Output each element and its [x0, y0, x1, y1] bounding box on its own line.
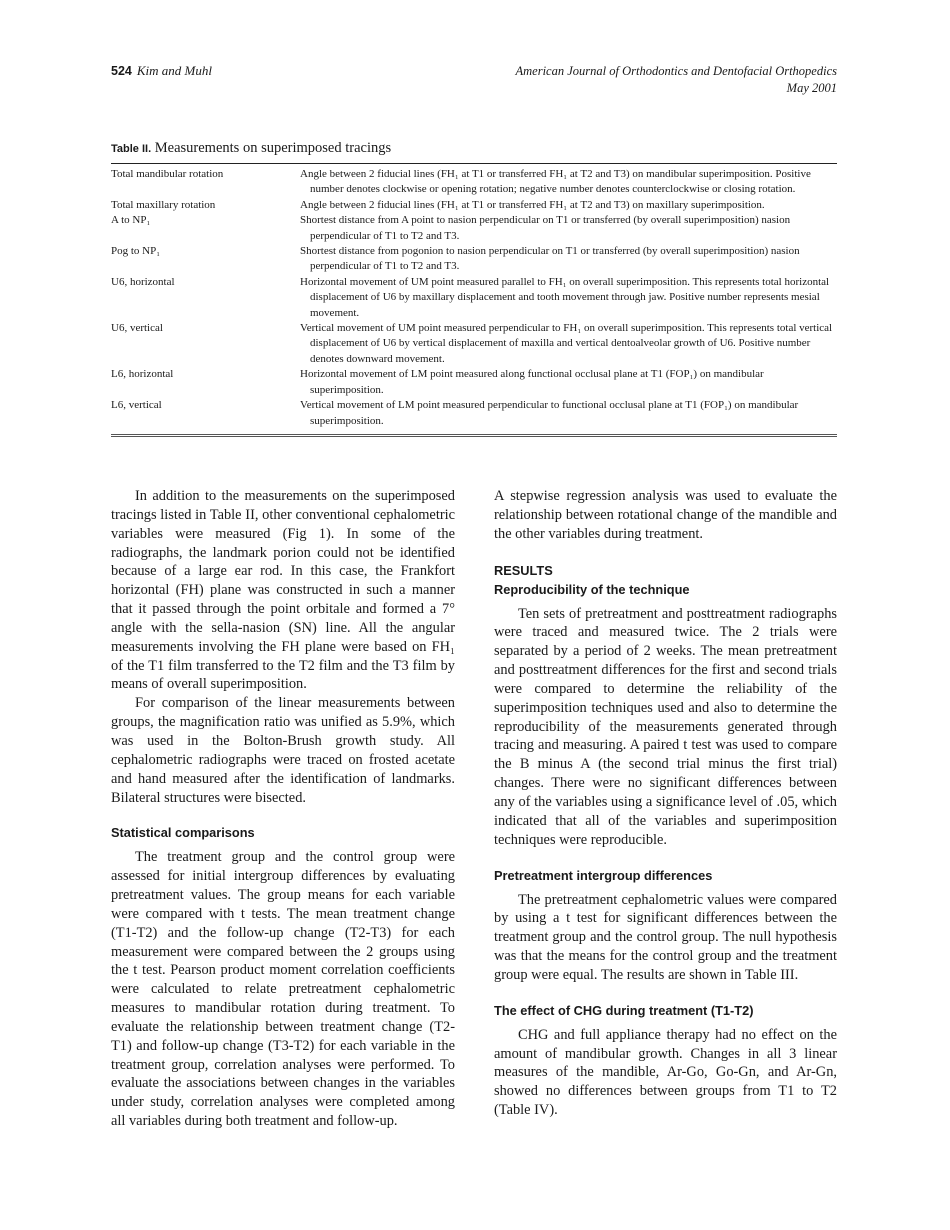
table-row — [111, 213, 837, 244]
table-row — [111, 275, 837, 321]
running-header-right — [516, 63, 838, 97]
table-row — [111, 244, 837, 275]
measurement-name: L6, horizontal — [111, 368, 174, 381]
measurement-description: Vertical movement of LM point measured perpendicular to functional occlusal plane at T1 (FOP₁) on mandibular superimposition. — [300, 399, 799, 427]
measurement-name: U6, horizontal — [111, 275, 175, 288]
page-number: 524 — [111, 64, 132, 78]
section-heading-statistical: Statistical comparisons — [111, 825, 255, 841]
right-column — [494, 487, 837, 1120]
measurement-name: Total maxillary rotation — [111, 198, 216, 211]
measurement-description: Horizontal movement of UM point measured parallel to FH₁ on overall superimposition. This represents total horizontal displacement of U6 by maxillary displacement and tooth movement through jaw. Positive number represents mesial movement. — [300, 275, 830, 319]
subheading-chg-effect: The effect of CHG during treatment (T1-T2) — [494, 1002, 754, 1018]
paragraph: CHG and full appliance therapy had no effect on the amount of mandibular growth. Changes in all 3 linear measures of the mandible, Ar-Go, Go-Gn, and Ar-Gn, showed no differences between groups from T1 to T2 (Table IV). — [494, 1026, 837, 1119]
table-row — [111, 398, 837, 429]
running-header-left — [111, 63, 212, 79]
measurement-name: U6, vertical — [111, 322, 163, 335]
table-title: Measurements on superimposed tracings — [154, 140, 392, 156]
measurement-name: A to NP₁ — [111, 214, 151, 227]
paragraph: For comparison of the linear measurements between groups, the magnification ratio was unified as 5.9%, which was used in the Bolton-Brush growth study. All cephalometric radiographs were traced on frosted acetate and hand measured after the identification of landmarks. Bilateral structures were bisected. — [111, 695, 455, 806]
paragraph: The treatment group and the control group were assessed for initial intergroup differences by evaluating pretreatment values. The group means for each variable were compared with t tests. The mean treatment change (T1-T2) and the follow-up change (T2-T3) for each measurement were compared between the 2 groups using the t test. Pearson product moment correlation coefficients were calculated to relate pretreatment cephalometric measures to mandibular rotation during treatment. To evaluate the relationship between treatment change (T2-T1) and follow-up change (T3-T2) for each variable in the treatment group, correlation analyses were performed. To evaluate the associations between changes in the variables under study, correlation analyses were completed among all variables during both treatment and follow-up. — [111, 849, 455, 1130]
measurement-description: Shortest distance from pogonion to nasion perpendicular on T1 or transferred (by overall superimposition) nasion perpendicular of T1 to T2 and T3. — [300, 245, 800, 273]
measurement-description: Shortest distance from A point to nasion perpendicular on T1 or transferred (by overall superimposition) nasion perpendicular of T1 to T2 and T3. — [300, 214, 791, 242]
paragraph: The pretreatment cephalometric values were compared by using a t test for significant differences between the treatment group and the control group. The null hypothesis was that the means for the control group and the treatment group were equal. The results are shown in Table III. — [494, 891, 837, 983]
measurement-description: Vertical movement of UM point measured perpendicular to FH₁ on overall superimposition. This represents total vertical displacement of U6 by vertical displacement of maxilla and vertical dentoalveolar growth of U6. Positive number denotes downward movement. — [300, 322, 833, 365]
paragraph-continued: A stepwise regression analysis was used to evaluate the relationship between rotational change of the mandible and the other variables during treatment. — [494, 488, 837, 542]
measurements-table — [111, 163, 837, 437]
journal-name: American Journal of Orthodontics and Dentofacial Orthopedics — [515, 64, 837, 78]
table-row — [111, 367, 837, 398]
table-caption — [111, 140, 391, 157]
measurement-name: Total mandibular rotation — [111, 168, 224, 180]
table-row — [111, 321, 837, 367]
measurement-name: Pog to NP₁ — [111, 245, 161, 258]
section-heading-results: RESULTS — [494, 562, 553, 578]
measurement-name: L6, vertical — [111, 399, 162, 412]
issue-date: May 2001 — [786, 81, 837, 95]
table-row — [111, 198, 837, 213]
subheading-pretreatment: Pretreatment intergroup differences — [494, 867, 713, 883]
subheading-reproducibility: Reproducibility of the technique — [494, 581, 690, 597]
paragraph: Ten sets of pretreatment and posttreatment radiographs were traced and measured twice. The 2 trials were separated by a period of 2 weeks. The mean pretreatment and posttreatment differences for the first and second trials were compared to determine the reliability of the superimposition techniques used and also to determine the reproducibility of the measurements generated through tracing and measuring. A paired t test was used to compare the B minus A (the second trial minus the first trial) changes. There were no significant differences between any of the variables using a significance level of .05, which indicated that all of the variables and superimposition techniques were reproducible. — [494, 605, 837, 848]
left-column — [111, 487, 455, 1131]
measurement-description: Horizontal movement of LM point measured along functional occlusal plane at T1 (FOP₁) on mandibular superimposition. — [300, 368, 764, 396]
measurement-description: Angle between 2 fiducial lines (FH₁ at T1 or transferred FH₁ at T2 and T3) on mandibular superimposition. Positive number denotes clockwise or opening rotation; negative number denotes counterclockwise or closing rotation. — [300, 168, 811, 196]
table-row — [111, 167, 837, 198]
table-label: Table II. — [111, 143, 152, 155]
measurement-description: Angle between 2 fiducial lines (FH₁ at T1 or transferred FH₁ at T2 and T3) on maxillary superimposition. — [300, 198, 765, 211]
authors: Kim and Muhl — [136, 63, 212, 78]
paragraph: In addition to the measurements on the superimposed tracings listed in Table II, other conventional cephalometric variables were measured (Fig 1). In some of the radiographs, the landmark porion could not be identified because of a large ear rod. In this case, the Frankfort horizontal (FH) plane was constructed in such a manner that it passed through the point orbitale and formed a 7° angle with the sella-nasion (SN) line. All the angular measurements involving the FH plane were based on FH₁ of the T1 film transferred to the T2 film and the T3 film by means of overall superimposition. — [111, 488, 455, 693]
